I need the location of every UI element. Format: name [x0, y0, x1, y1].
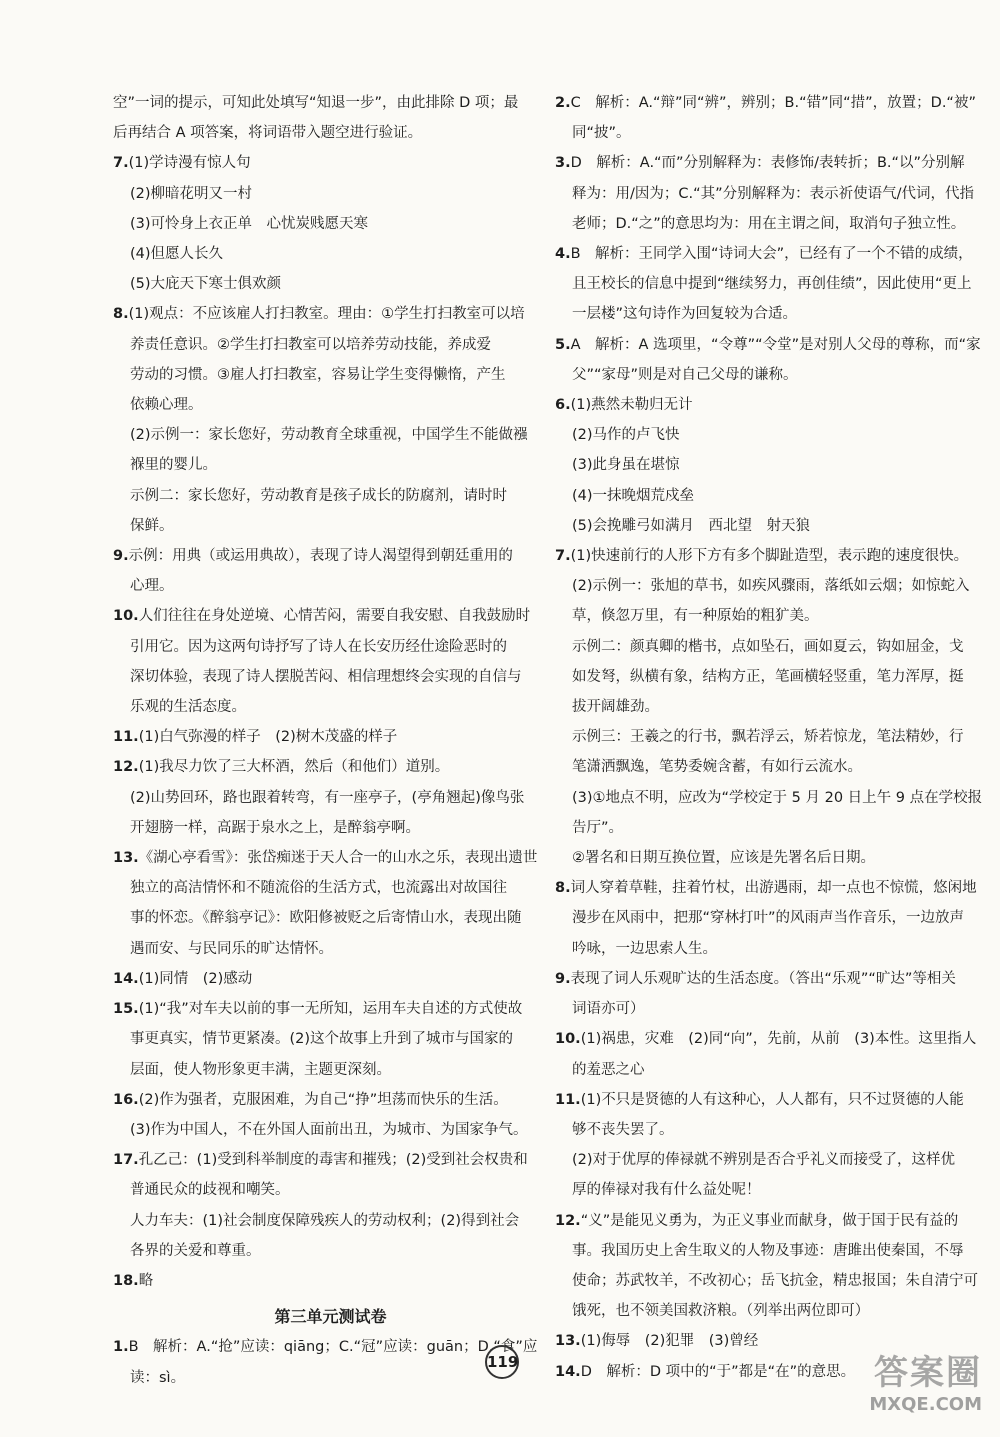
answer-line	[113, 571, 548, 601]
answer-line	[113, 148, 548, 178]
answer-item	[113, 541, 548, 601]
answer-item	[555, 239, 990, 330]
answer-line	[555, 88, 990, 118]
question-number: 2.	[555, 95, 571, 111]
answer-text: (1)快速前行的人形下方有多个脚趾造型，表示跑的速度很快。	[570, 548, 969, 565]
question-number: 9.	[555, 970, 571, 987]
answer-line	[555, 269, 990, 299]
question-number: 9.	[113, 548, 129, 565]
watermark-text: 答案圈	[874, 1353, 982, 1393]
answer-text: 老师；D.“之”的意思均为：用在主谓之间，取消句子独立性。	[572, 215, 966, 232]
question-number: 1.	[113, 1339, 129, 1356]
answer-text: B 解析：A.“抢”应读：qiāng；C.“冠”应读：guān；D.“食”应	[128, 1339, 538, 1356]
answer-text: 普通民众的歧视和嘲笑。	[130, 1182, 290, 1199]
answer-line	[555, 1206, 990, 1236]
answer-line	[113, 752, 548, 782]
answer-text: 人们往往在身处逆境、心情苦闷，需要自我安慰、自我鼓励时	[138, 608, 531, 625]
answer-text: (3)作为中国人，不在外国人面前出丑，为城市、为国家争气。	[130, 1121, 528, 1138]
answer-text: (1)同情 (2)感动	[138, 970, 253, 987]
answer-line	[555, 843, 990, 873]
answer-item	[113, 964, 548, 994]
answer-line	[113, 420, 548, 450]
answer-item	[113, 994, 548, 1085]
answer-line	[113, 209, 548, 239]
answer-line	[113, 179, 548, 209]
answer-text: 告厅”。	[572, 819, 624, 836]
answer-line	[555, 722, 990, 752]
answer-line	[113, 239, 548, 269]
answer-line	[555, 360, 990, 390]
answer-text: (1)不只是贤德的人有这种心，人人都有，只不过贤德的人能	[580, 1091, 964, 1108]
answer-text: 保鲜。	[130, 517, 174, 534]
answer-line	[113, 481, 548, 511]
answer-text: 拔开阔雄劲。	[572, 699, 659, 716]
answer-text: 且王校长的信息中提到“继续努力，再创佳绩”，因此使用“更上	[572, 276, 972, 293]
answer-item	[113, 1266, 548, 1296]
answer-line	[555, 239, 990, 269]
answer-line	[555, 390, 990, 420]
answer-text: 释为：用/因为；C.“其”分别解释为：表示祈使语气/代词，代指	[572, 185, 975, 202]
answer-text: ②署名和日期互换位置，应该是先署名后日期。	[572, 850, 875, 867]
answer-text: 如发弩，纵横有象，结构方正，笔画横轻竖重，笔力浑厚，挺	[572, 668, 964, 685]
answer-line	[555, 541, 990, 571]
answer-text: (1)学诗漫有惊人句	[128, 155, 251, 172]
answer-line	[113, 662, 548, 692]
answer-line	[113, 390, 548, 420]
answer-text: 事。我国历史上舍生取义的人物及事迹：唐雎出使秦国，不辱	[572, 1242, 964, 1259]
answer-text: (1)侮辱 (2)犯罪 (3)曾经	[580, 1333, 759, 1350]
answer-item	[555, 148, 990, 239]
answer-line	[113, 692, 548, 722]
answer-item	[113, 1145, 548, 1266]
answer-line	[113, 1363, 548, 1393]
answer-text: 后再结合 A 项答案，将词语带入题空进行验证。	[113, 125, 423, 142]
answer-line	[555, 662, 990, 692]
answer-text: 劳动的习惯。③雇人打扫教室，容易让学生变得懒惰，产生	[130, 366, 506, 383]
answer-text: 吟咏，一边思索人生。	[572, 940, 717, 957]
answer-line	[555, 299, 990, 329]
answer-text: (3)此身虽在堪惊	[572, 457, 680, 474]
question-number: 15.	[113, 1001, 139, 1018]
answer-text: B 解析：王同学入围“诗词大会”，已经有了一个不错的成绩，	[570, 246, 973, 263]
question-number: 10.	[555, 1031, 581, 1048]
answer-text: 使命；苏武牧羊，不改初心；岳飞抗金，精忠报国；朱自清宁可	[572, 1272, 978, 1289]
question-number: 13.	[113, 850, 139, 867]
answer-line	[113, 1266, 548, 1296]
answer-line	[113, 903, 548, 933]
answer-line	[555, 752, 990, 782]
question-number: 18.	[113, 1272, 139, 1289]
answer-line	[113, 1175, 548, 1205]
answer-item	[555, 1024, 990, 1084]
answer-line	[555, 209, 990, 239]
answer-text: 遇而安、与民同乐的旷达情怀。	[130, 940, 333, 957]
answer-text: 一层楼”这句诗作为回复较为合适。	[572, 306, 798, 323]
question-number: 16.	[113, 1091, 139, 1108]
answer-line	[555, 873, 990, 903]
answer-text: 示例二：家长您好，劳动教育是孩子成长的防腐剂，请时时	[130, 487, 507, 504]
answer-line	[555, 1296, 990, 1326]
answer-item	[555, 1206, 990, 1327]
answer-text: 各界的关爱和尊重。	[130, 1242, 261, 1259]
page-number: 119	[485, 1345, 519, 1379]
question-number: 10.	[113, 608, 139, 625]
answer-line	[555, 1055, 990, 1085]
section-title: 第三单元测试卷	[274, 1307, 387, 1327]
answer-text: 草，倏忽万里，有一种原始的粗犷美。	[572, 608, 819, 625]
answer-text: 略	[138, 1272, 154, 1289]
answer-line	[555, 1236, 990, 1266]
answer-line	[555, 964, 990, 994]
answer-text: 养责任意识。②学生打扫教室可以培养劳动技能，养成爱	[130, 336, 491, 353]
question-number: 13.	[555, 1333, 581, 1350]
answer-line	[555, 632, 990, 662]
answer-item	[113, 299, 548, 541]
answer-text: (3)①地点不明，应改为“学校定于 5 月 20 日上午 9 点在学校报	[572, 789, 983, 806]
answer-text: (2)对于优厚的俸禄就不辨别是否合乎礼义而接受了，这样优	[572, 1152, 956, 1169]
answer-text: “义”是能见义勇为，为正义事业而献身，做于国于民有益的	[580, 1212, 959, 1229]
answer-item	[113, 843, 548, 964]
answer-item	[113, 88, 548, 148]
answer-line	[555, 1115, 990, 1145]
answer-text: C 解析：A.“辩”同“辨”，辨别；B.“错”同“措”，放置；D.“被”	[570, 95, 976, 111]
answer-text: (3)可怜身上衣正单 心忧炭贱愿天寒	[130, 215, 369, 232]
answer-text: (1)祸患，灾难 (2)同“向”，先前，从前 (3)本性。这里指人	[580, 1031, 977, 1048]
answer-line	[113, 299, 548, 329]
answer-line	[113, 1115, 548, 1145]
answer-line	[555, 692, 990, 722]
answer-line	[555, 511, 990, 541]
answer-text: (4)一抹晚烟荒戍垒	[572, 487, 695, 504]
answer-text: D 解析：D 项中的“于”都是“在”的意思。	[580, 1363, 856, 1380]
answer-text: 同“披”。	[572, 125, 631, 142]
answer-item	[113, 722, 548, 752]
answer-text: 读：sì。	[130, 1369, 186, 1386]
answer-line	[555, 934, 990, 964]
answer-text: 心理。	[130, 578, 174, 595]
question-number: 12.	[113, 759, 139, 776]
answer-text: 开翅膀一样，高踞于泉水之上，是醉翁亭啊。	[130, 819, 420, 836]
answer-line	[555, 118, 990, 148]
answer-text: 事的怀恋。《醉翁亭记》：欧阳修被贬之后寄情山水，表现出随	[130, 910, 522, 927]
question-number: 7.	[555, 548, 571, 565]
answer-line	[555, 481, 990, 511]
answer-line	[113, 118, 548, 148]
answer-line	[113, 873, 548, 903]
answer-text: 人力车夫：(1)社会制度保障残疾人的劳动权利；(2)得到社会	[130, 1212, 520, 1229]
answer-text: 依赖心理。	[130, 397, 203, 414]
answer-text: 厚的俸禄对我有什么益处呢！	[572, 1182, 761, 1199]
answer-line	[113, 269, 548, 299]
answer-line	[113, 632, 548, 662]
answer-item	[113, 1332, 548, 1392]
watermark-logo	[807, 1345, 982, 1425]
answer-text: 词语亦可）	[572, 1001, 645, 1018]
answer-item	[555, 873, 990, 964]
question-number: 12.	[555, 1212, 581, 1229]
answer-line	[113, 813, 548, 843]
answer-text: (2)柳暗花明又一村	[130, 185, 253, 202]
answer-line	[113, 783, 548, 813]
answer-item	[555, 88, 990, 148]
answer-line	[113, 1332, 548, 1362]
answer-line	[113, 1206, 548, 1236]
answer-text: 深切体验，表现了诗人摆脱苦闷、相信理想终会实现的自信与	[130, 668, 522, 685]
answer-text: 饿死，也不领美国救济粮。（列举出两位即可）	[572, 1303, 870, 1320]
question-number: 11.	[555, 1091, 581, 1108]
answer-text: (1)燕然未勒归无计	[570, 397, 693, 414]
answer-text: 事更真实，情节更紧凑。(2)这个故事上升到了城市与国家的	[130, 1031, 514, 1048]
answer-text: 的羞恶之心	[572, 1061, 645, 1078]
watermark-url: MXQE.COM	[869, 1394, 982, 1415]
answer-text: 示例三：王羲之的行书，飘若浮云，矫若惊龙，笔法精妙，行	[572, 729, 964, 746]
answer-text: 够不丧失罢了。	[572, 1121, 674, 1138]
answer-line	[113, 511, 548, 541]
answer-line	[113, 601, 548, 631]
answer-text: 褓里的婴儿。	[130, 457, 217, 474]
answer-line	[555, 1024, 990, 1054]
answer-line	[113, 964, 548, 994]
answer-line	[113, 360, 548, 390]
answer-line	[555, 903, 990, 933]
answer-line	[113, 843, 548, 873]
question-number: 4.	[555, 246, 571, 263]
answer-item	[113, 148, 548, 299]
answer-line	[113, 1236, 548, 1266]
answer-line	[555, 420, 990, 450]
answer-text: (1)白气弥漫的样子 (2)树木茂盛的样子	[138, 729, 398, 746]
answer-text: (1)观点：不应该雇人打扫教室。理由：①学生打扫教室可以培	[128, 306, 525, 323]
answer-text: 表现了词人乐观旷达的生活态度。（答出“乐观”“旷达”等相关	[570, 970, 956, 987]
answer-line	[113, 1055, 548, 1085]
answer-item	[113, 601, 548, 722]
answer-item	[555, 964, 990, 1024]
answer-text: (1)“我”对车夫以前的事一无所知，运用车夫自述的方式使故	[138, 1001, 523, 1018]
answer-line	[555, 148, 990, 178]
answer-line	[113, 722, 548, 752]
answer-text: (4)但愿人长久	[130, 246, 224, 263]
answer-line	[113, 541, 548, 571]
answer-text: 层面，使人物形象更丰满，主题更深刻。	[130, 1061, 391, 1078]
answer-line	[555, 571, 990, 601]
answer-text: (1)我尽力饮了三大杯酒，然后（和他们）道别。	[138, 759, 450, 776]
question-number: 6.	[555, 397, 571, 414]
question-number: 8.	[113, 306, 129, 323]
answer-text: 空”一词的提示，可知此处填写“知退一步”，由此排除 D 项；最	[113, 95, 519, 111]
answer-text: 词人穿着草鞋，拄着竹杖，出游遇雨，却一点也不惊慌，悠闲地	[570, 880, 977, 897]
answer-item	[555, 541, 990, 873]
question-number: 17.	[113, 1152, 139, 1169]
answer-line	[113, 1085, 548, 1115]
question-number: 11.	[113, 729, 139, 746]
answer-text: 独立的高洁情怀和不随流俗的生活方式，也流露出对故国往	[130, 880, 507, 897]
answer-line	[113, 934, 548, 964]
answer-line	[555, 1145, 990, 1175]
answer-text: (2)示例一：张旭的草书，如疾风骤雨，落纸如云烟；如惊蛇入	[572, 578, 970, 595]
answer-item	[113, 1085, 548, 1145]
answer-text: (5)大庇天下寒士俱欢颜	[130, 276, 282, 293]
answer-line	[555, 1085, 990, 1115]
answer-text: (2)作为强者，克服困难，为自己“挣”坦荡而快乐的生活。	[138, 1091, 508, 1108]
answer-line	[113, 330, 548, 360]
answer-text: 示例二：颜真卿的楷书，点如坠石，画如夏云，钩如屈金，戈	[572, 638, 964, 655]
answer-text: (2)示例一：家长您好，劳动教育全球重视，中国学生不能做襁	[130, 427, 528, 444]
answer-text: (2)山势回环，路也跟着转弯，有一座亭子，(亭角翘起)像鸟张	[130, 789, 525, 806]
answer-line	[555, 179, 990, 209]
answer-text: A 解析：A 选项里，“令尊”“令堂”是对别人父母的尊称，而“家	[570, 336, 981, 353]
answer-line	[113, 1145, 548, 1175]
left-column	[113, 88, 548, 1393]
answer-line	[555, 601, 990, 631]
answer-item	[113, 752, 548, 843]
answer-line	[113, 88, 548, 118]
answer-text: 孔乙己：(1)受到科举制度的毒害和摧残；(2)受到社会权贵和	[138, 1152, 528, 1169]
answer-text: 示例：用典（或运用典故），表现了诗人渴望得到朝廷重用的	[128, 548, 513, 565]
answer-line	[555, 450, 990, 480]
question-number: 5.	[555, 336, 571, 353]
answer-text: 引用它。因为这两句诗抒写了诗人在长安历经仕途险恶时的	[130, 638, 507, 655]
answer-item	[555, 330, 990, 390]
question-number: 14.	[555, 1363, 581, 1380]
answer-text: (5)会挽雕弓如满月 西北望 射天狼	[572, 517, 811, 534]
question-number: 8.	[555, 880, 571, 897]
answer-text: (2)马作的卢飞快	[572, 427, 680, 444]
answer-line	[555, 1175, 990, 1205]
answer-line	[113, 450, 548, 480]
answer-item	[555, 390, 990, 541]
answer-line	[555, 783, 990, 813]
answer-text: 《湖心亭看雪》：张岱痴迷于天人合一的山水之乐，表现出遗世	[138, 850, 538, 867]
answer-text: 父”“家母”则是对自己父母的谦称。	[572, 366, 798, 383]
answer-line	[113, 994, 548, 1024]
answer-text: D 解析：A.“而”分别解释为：表修饰/表转折；B.“以”分别解	[570, 155, 965, 172]
right-column	[555, 88, 990, 1387]
question-number: 14.	[113, 970, 139, 987]
question-number: 3.	[555, 155, 571, 172]
answer-line	[555, 1266, 990, 1296]
answer-item	[555, 1085, 990, 1206]
answer-line	[555, 813, 990, 843]
answer-text: 乐观的生活态度。	[130, 699, 246, 716]
answer-line	[555, 330, 990, 360]
answer-line	[555, 994, 990, 1024]
question-number: 7.	[113, 155, 129, 172]
answer-text: 笔潇洒飘逸，笔势委婉含蓄，有如行云流水。	[572, 759, 862, 776]
answer-line	[113, 1024, 548, 1054]
answer-text: 漫步在风雨中，把那“穿林打叶”的风雨声当作音乐，一边放声	[572, 910, 965, 927]
